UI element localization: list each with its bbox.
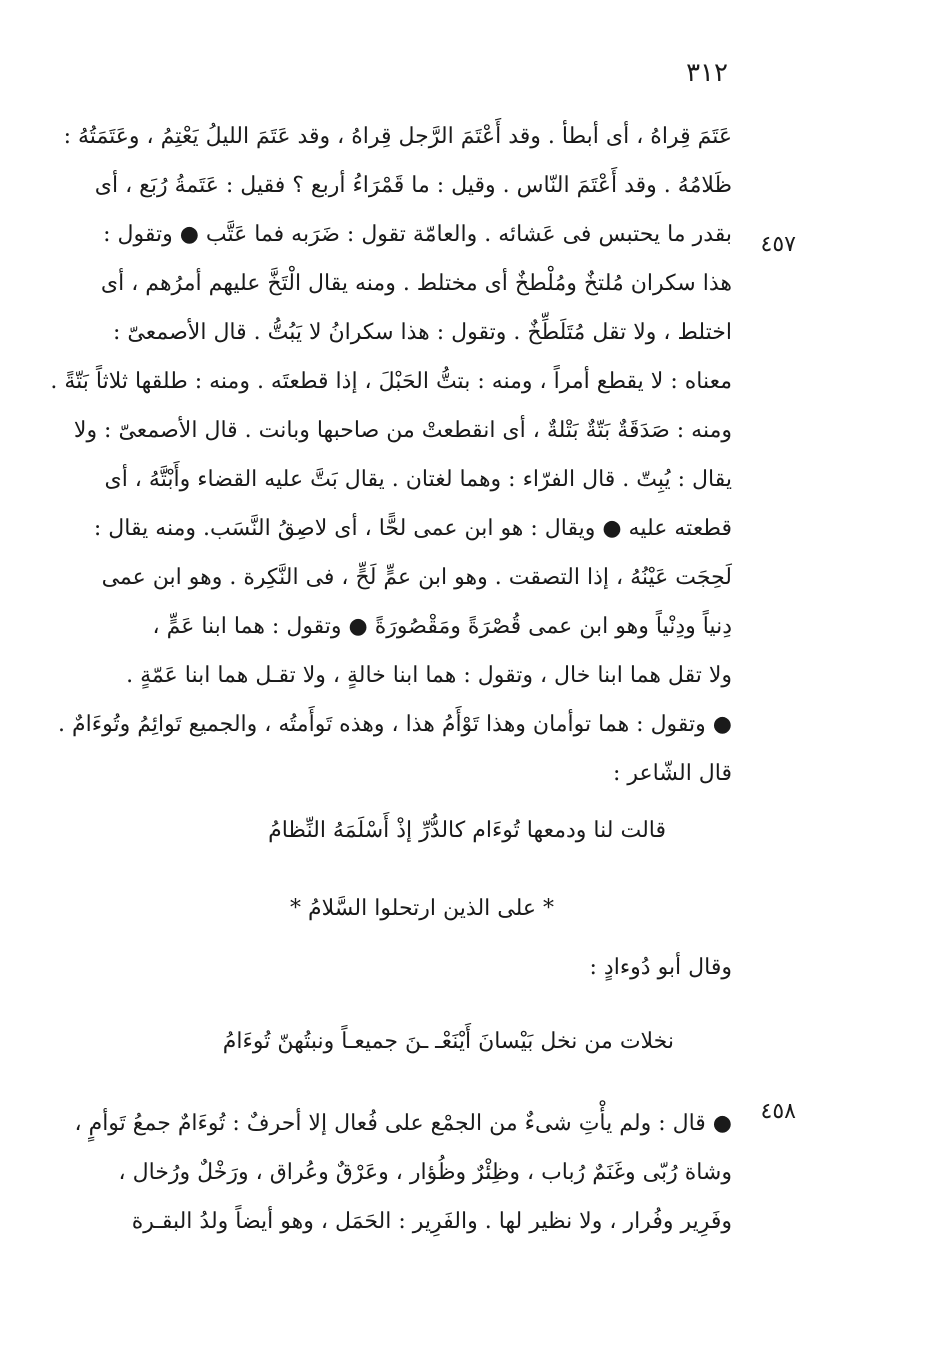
poetry-verse-3: نخلات من نخل بَيْسانَ أَيْنَعْـ ـنَ جميعـاً ونبتُهنّ تُوءَامُ (222, 1029, 674, 1054)
poetry-verse-2: * على الذين ارتحلوا السَّلامُ * (290, 896, 554, 921)
text-line: قطعته عليه ● ويقال : هو ابن عمى لحًّا ، أى لاصِقُ النَّسَب. ومنه يقال : (93, 516, 732, 541)
text-line: بقدر ما يحتبس فى عَشائه . والعامّة تقول : ضَرَبه فما عَتَّب ● وتقول : (103, 222, 732, 247)
entry-number-457: ٤٥٧ (760, 232, 796, 257)
text-line: عَتَمَ قِراهُ ، أى أبطأ . وقد أَعْتَمَ الرَّجل قِراهُ ، وقد عَتَمَ الليلُ يَعْتِمُ ، وعَتَمَتُهُ : (63, 124, 732, 149)
text-line: ● وتقول : هما توأمان وهذا تَوْأَمُ هذا ، وهذه تَوأَمتُه ، والجميع تَوائِمُ وتُوءَامٌ . (58, 712, 732, 737)
entry-number-458: ٤٥٨ (760, 1099, 796, 1124)
text-line: معناه : لا يقطع أمراً ، ومنه : بتتُّ الحَبْلَ ، إذا قطعتَه . ومنه : طلقها ثلاثاً بَتّةً . (50, 369, 732, 394)
text-line: ومنه : صَدَقَةٌ بَتّةٌ بَتْلةٌ ، أى انقطعتْ من صاحبها وبانت . قال الأصمعىّ : ولا (73, 418, 732, 443)
poetry-verse-1: قالت لنا ودمعها تُوءَام كالدُّرِّ إذْ أَسْلَمَهُ النِّظامُ (268, 818, 666, 843)
text-line: قال الشّاعر : (612, 761, 732, 786)
poetry-intro: وقال أبو دُوءادٍ : (589, 955, 732, 980)
text-line: ولا تقل هما ابنا خال ، وتقول : هما ابنا خالةٍ ، ولا تقـل هما ابنا عَمّةٍ . (126, 663, 732, 688)
text-line: هذا سكران مُلتخٌ ومُلْطخٌ أى مختلط . ومنه يقال الْتَخَّ عليهم أمرُهم ، أى (100, 271, 732, 296)
section-458-text (74, 1099, 732, 1246)
text-line: ظَلامُهُ . وقد أَعْتَمَ النّاس . وقيل : ما قَمْرَاءُ أربع ؟ فقيل : عَتَمةُ رُبَع ، أى (94, 173, 732, 198)
page-number: ٣١٢ (686, 58, 728, 88)
text-line: وفَرِير وفُرار ، ولا نظير لها . والفَرِير : الحَمَل ، وهو أيضاً ولدُ البقـرة (131, 1209, 732, 1234)
text-line: وشاة رُبّى وغَنَمٌ رُباب ، وظِئْرٌ وظُؤار ، وعَرْقٌ وعُراق ، ورَخْلٌ ورُخال ، (118, 1160, 732, 1185)
text-line: لَحِجَت عَيْنُهُ ، إذا التصقت . وهو ابن عمٍّ لَحٍّ ، فى النَّكِرة . وهو ابن عمى (101, 565, 732, 590)
text-line: ● قال : ولم يأْتِ شىءٌ من الجمْع على فُعال إلا أحرفٌ : تُوءَامٌ جمعُ تَوأمٍ ، (74, 1111, 732, 1136)
text-line: دِنياً ودِنْياً وهو ابن عمى قُصْرَةً ومَقْصُورَةً ● وتقول : هما ابنا عَمٍّ ، (152, 614, 732, 639)
text-line: يقال : يُبِتّ . قال الفرّاء : وهما لغتان . يقال بَتَّ عليه القضاء وأَبْتَّهُ ، أى (104, 467, 732, 492)
main-text-block (50, 112, 732, 798)
text-line: اختلط ، ولا تقل مُتَلَطِّخٌ . وتقول : هذا سكرانُ لا يَبُتُّ . قال الأصمعىّ : (113, 320, 732, 345)
